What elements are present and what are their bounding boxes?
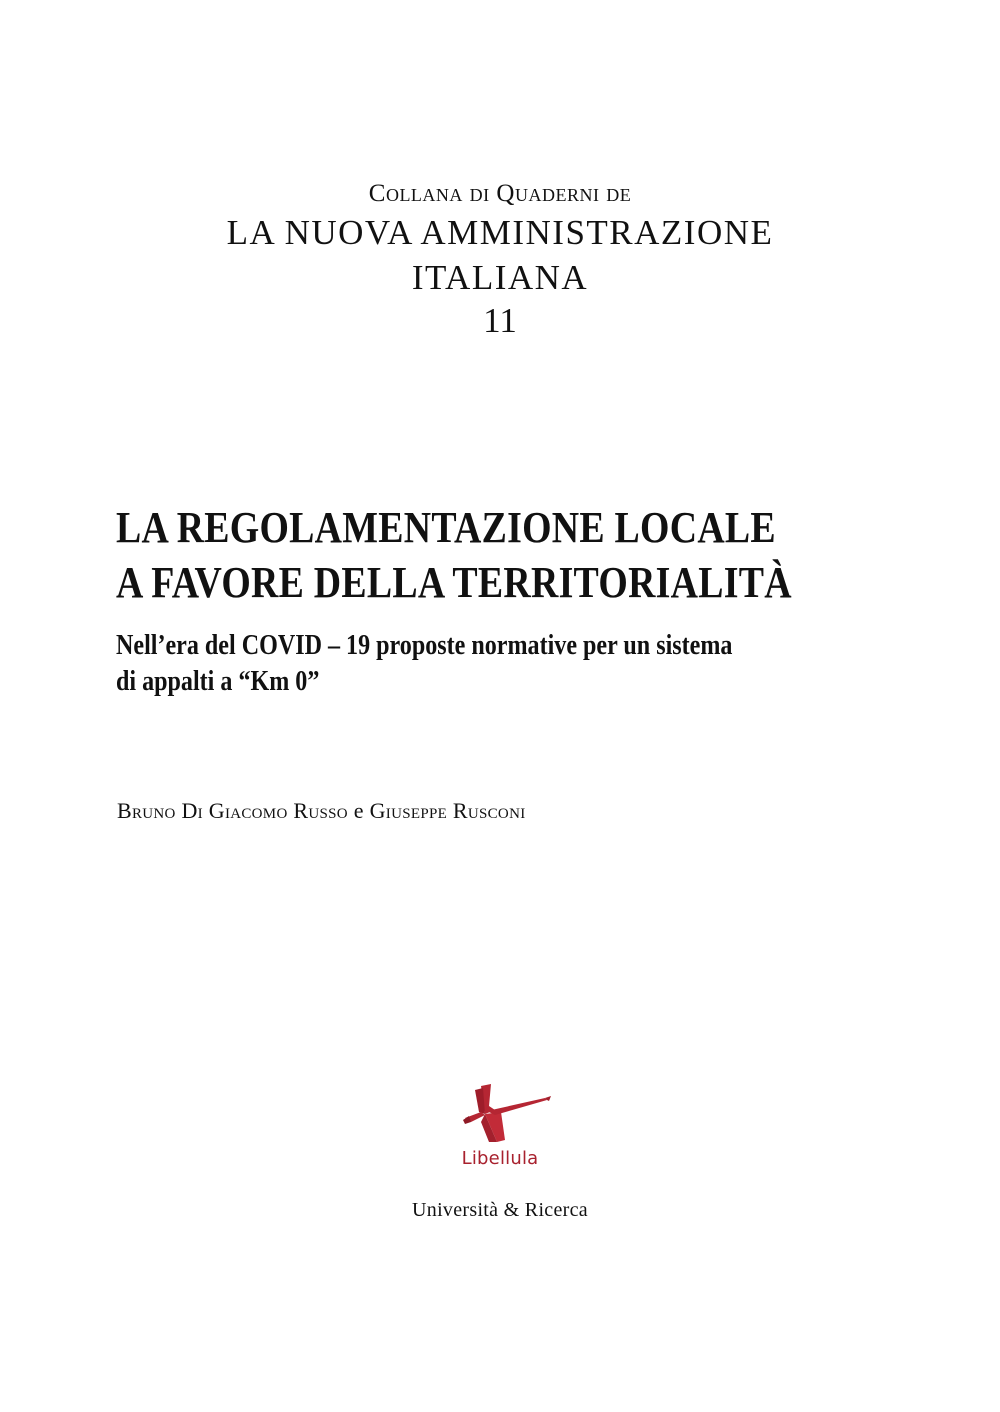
subtitle-line2: di appalti a “Km 0” (116, 666, 320, 697)
publisher-logo-text: Libellula (461, 1148, 539, 1169)
main-title-line2: A FAVORE DELLA TERRITORIALITÀ (116, 558, 792, 607)
dragonfly-logo-icon (445, 1084, 555, 1148)
authors (117, 798, 526, 824)
subtitle-line1: Nell’era del COVID – 19 proposte normative per un sistema (116, 630, 733, 661)
author-1: Bruno Di Giacomo Russo (117, 798, 348, 823)
series-block (0, 178, 1000, 342)
publisher-block (0, 1084, 1000, 1222)
series-name-line1: LA NUOVA AMMINISTRAZIONE (226, 213, 774, 252)
title-block (116, 500, 916, 700)
publisher-imprint: Università & Ricerca (412, 1199, 588, 1221)
main-title-line1: LA REGOLAMENTAZIONE LOCALE (116, 503, 776, 552)
series-number: 11 (483, 301, 517, 340)
series-name-line2: ITALIANA (411, 258, 589, 297)
author-2: Giuseppe Rusconi (369, 798, 526, 823)
series-label: Collana di Quaderni de (368, 180, 632, 207)
subtitle (116, 628, 804, 700)
author-conjunction: e (353, 798, 364, 823)
